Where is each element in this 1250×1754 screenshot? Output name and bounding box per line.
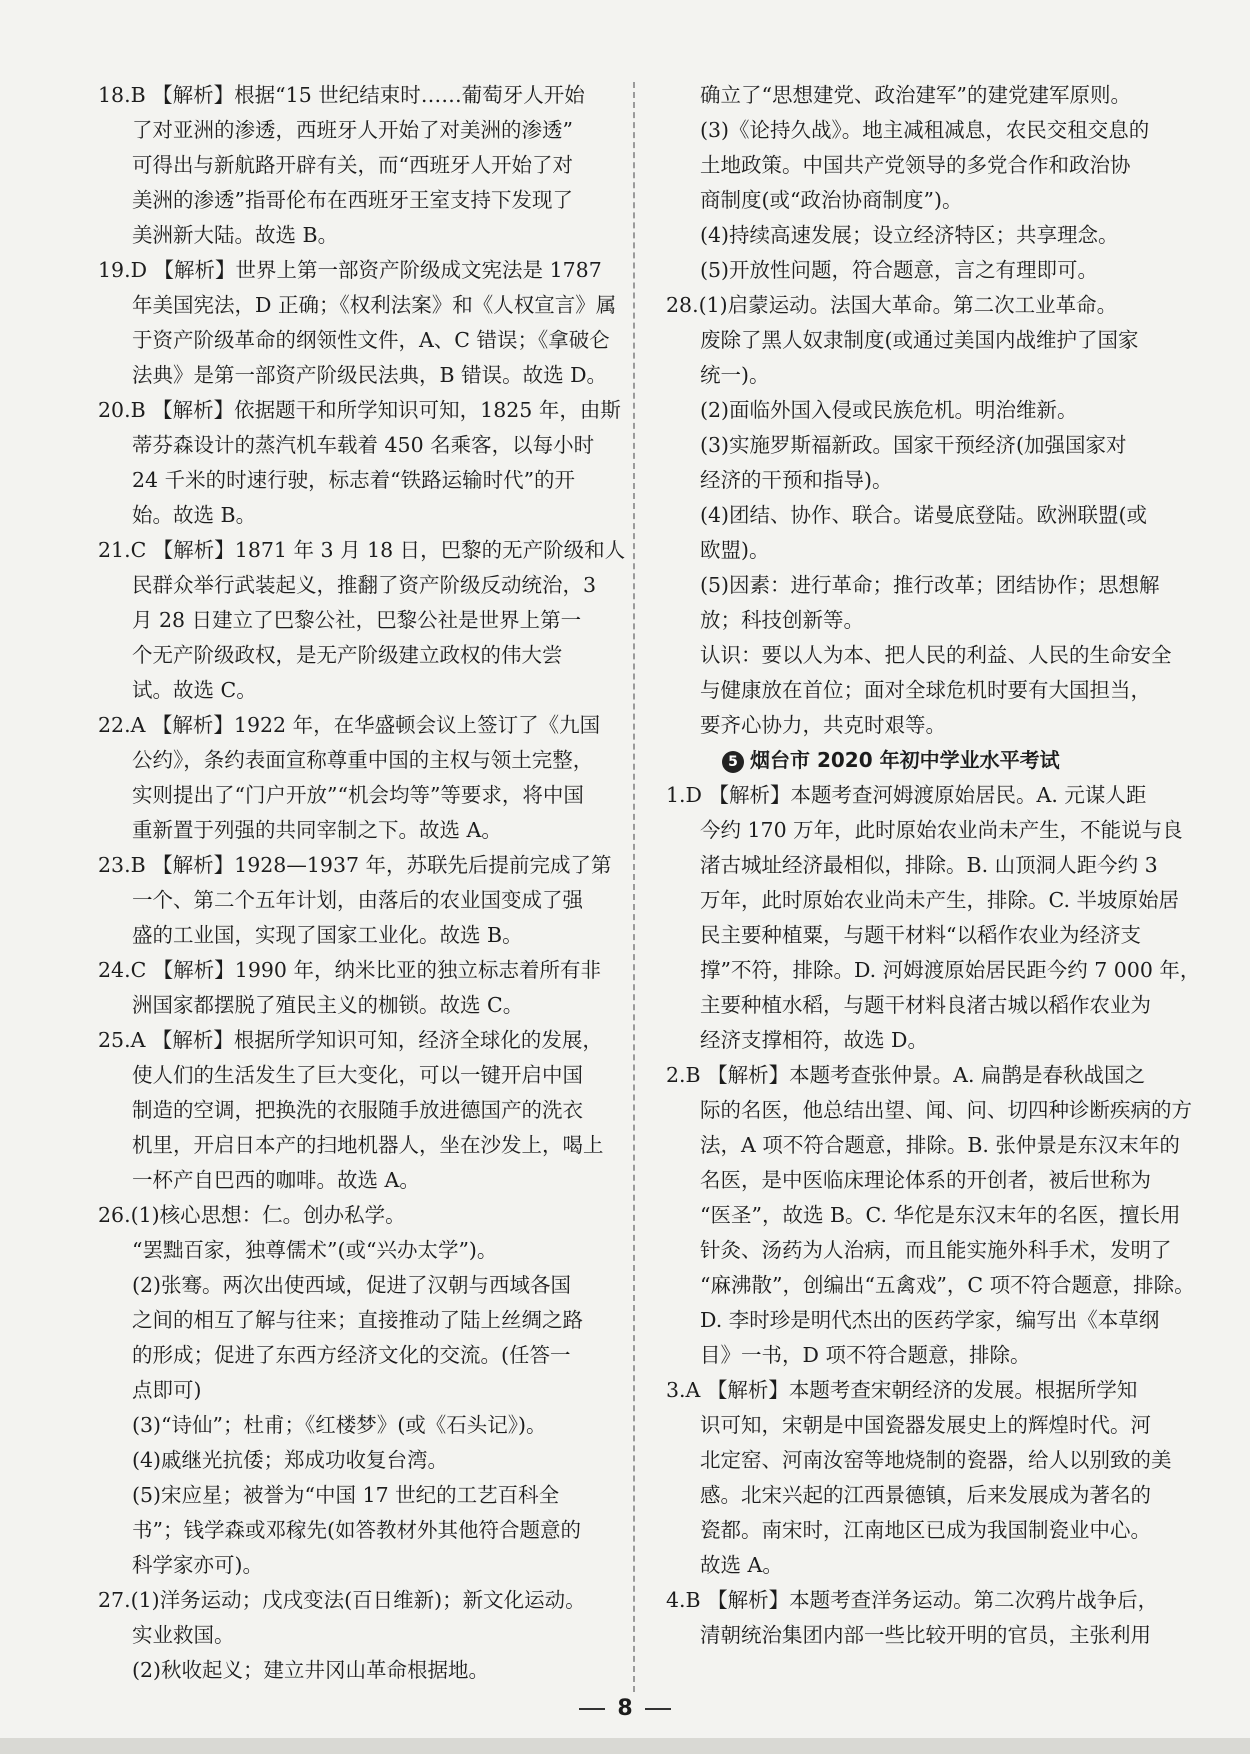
text-line: 今约 170 万年，此时原始农业尚未产生，不能说与良 [700,818,1183,842]
text-line: 针灸、汤药为人治病，而且能实施外科手术，发明了 [700,1238,1172,1262]
section-number-badge: 5 [722,751,744,773]
text-line: 使人们的生活发生了巨大变化，可以一键开启中国 [132,1063,583,1087]
text-line: 名医，是中医临床理论体系的开创者，被后世称为 [700,1168,1151,1192]
text-line: 重新置于列强的共同宰制之下。故选 A。 [132,818,502,842]
answer-item-line: 20.B 【解析】依据题干和所学知识可知，1825 年，由斯 [98,398,621,422]
text-line: 瓷都。南宋时，江南地区已成为我国制瓷业中心。 [700,1518,1151,1542]
text-line: 试。故选 C。 [132,678,257,702]
text-line: (3)《论持久战》。地主减租减息，农民交租交息的 [700,118,1150,142]
answer-item-line: 23.B 【解析】1928—1937 年，苏联先后提前完成了第 [98,853,612,877]
text-line: D. 李时珍是明代杰出的医药学家，编写出《本草纲 [700,1308,1160,1332]
text-line: 的形成；促进了东西方经济文化的交流。(任答一 [132,1343,571,1367]
text-line: 目》一书，D 项不符合题意，排除。 [700,1343,1031,1367]
text-line: “罢黜百家，独尊儒术”(或“兴办太学”)。 [132,1238,498,1262]
text-line: 主要种植水稻，与题干材料良渚古城以稻作农业为 [700,993,1151,1017]
text-line: (2)张骞。两次出使西域，促进了汉朝与西域各国 [132,1273,572,1297]
text-line: (3)实施罗斯福新政。国家干预经济(加强国家对 [700,433,1127,457]
text-line: 法典》是第一部资产阶级民法典，B 错误。故选 D。 [132,363,608,387]
page-footer [0,1696,1250,1721]
text-line: 制造的空调，把换洗的衣服随手放进德国产的洗衣 [132,1098,583,1122]
text-line: 统一)。 [700,363,770,387]
text-line: 渚古城址经济最相似，排除。B. 山顶洞人距今约 3 [700,853,1158,877]
page-edge [0,1738,1250,1754]
text-line: 始。故选 B。 [132,503,257,527]
text-line: 实则提出了“门户开放”“机会均等”等要求，将中国 [132,783,584,807]
text-line: 实业救国。 [132,1623,235,1647]
text-line: 公约》，条约表面宣称尊重中国的主权与领土完整， [132,748,594,772]
text-line: 商制度(或“政治协商制度”)。 [700,188,963,212]
answer-item-line: 4.B 【解析】本题考查洋务运动。第二次鸦片战争后， [666,1588,1159,1612]
answer-item-line: 27.(1)洋务运动；戊戌变法(百日维新)；新文化运动。 [98,1588,586,1612]
text-line: 土地政策。中国共产党领导的多党合作和政治协 [700,153,1131,177]
answer-item-line: 19.D 【解析】世界上第一部资产阶级成文宪法是 1787 [98,258,602,282]
left-column [98,78,630,1688]
text-line: 点即可) [132,1378,202,1402]
text-line: (4)戚继光抗倭；郑成功收复台湾。 [132,1448,449,1472]
text-line: (5)因素：进行革命；推行改革；团结协作；思想解 [700,573,1160,597]
text-line: 月 28 日建立了巴黎公社，巴黎公社是世界上第一 [132,608,582,632]
column-divider [633,82,635,1692]
text-line: 感。北宋兴起的江西景德镇，后来发展成为著名的 [700,1483,1151,1507]
text-line: (4)持续高速发展；设立经济特区；共享理念。 [700,223,1119,247]
text-line: 识可知，宋朝是中国瓷器发展史上的辉煌时代。河 [700,1413,1151,1437]
answer-item-line: 25.A 【解析】根据所学知识可知，经济全球化的发展， [98,1028,603,1052]
text-line: 清朝统治集团内部一些比较开明的官员，主张利用 [700,1623,1151,1647]
section-title-text: 烟台市 2020 年初中学业水平考试 [750,748,1060,772]
text-line: (5)宋应星；被誉为“中国 17 世纪的工艺百科全 [132,1483,560,1507]
text-line: 美洲的渗透”指哥伦布在西班牙王室支持下发现了 [132,188,573,212]
answer-item-line: 28.(1)启蒙运动。法国大革命。第二次工业革命。 [666,293,1118,317]
text-line: 机里，开启日本产的扫地机器人，坐在沙发上，喝上 [132,1133,604,1157]
text-line: (2)面临外国入侵或民族危机。明治维新。 [700,398,1078,422]
answer-item-line: 1.D 【解析】本题考查河姆渡原始居民。A. 元谋人距 [666,783,1147,807]
text-line: 蒂芬森设计的蒸汽机车载着 450 名乘客，以每小时 [132,433,595,457]
text-line: 撑”不符，排除。D. 河姆渡原始居民距今约 7 000 年， [700,958,1201,982]
text-line: 于资产阶级革命的纲领性文件，A、C 错误；《拿破仑 [132,328,610,352]
text-line: 民主要种植粟，与题干材料“以稻作农业为经济支 [700,923,1141,947]
text-line: “麻沸散”，创编出“五禽戏”，C 项不符合题意，排除。 [700,1273,1195,1297]
text-line: “医圣”，故选 B。C. 华佗是东汉末年的名医，擅长用 [700,1203,1181,1227]
text-line: 洲国家都摆脱了殖民主义的枷锁。故选 C。 [132,993,524,1017]
text-line: 确立了“思想建党、政治建军”的建党建军原则。 [700,83,1131,107]
text-line: (4)团结、协作、联合。诺曼底登陆。欧洲联盟(或 [700,503,1148,527]
text-line: 要齐心协力，共克时艰等。 [700,713,946,737]
text-line: 放；科技创新等。 [700,608,864,632]
text-line: 盛的工业国，实现了国家工业化。故选 B。 [132,923,523,947]
answer-item-line: 26.(1)核心思想：仁。创办私学。 [98,1203,406,1227]
text-line: 欧盟)。 [700,538,770,562]
text-line: 废除了黑人奴隶制度(或通过美国内战维护了国家 [700,328,1139,352]
text-line: 美洲新大陆。故选 B。 [132,223,339,247]
text-line: 年美国宪法，D 正确；《权利法案》和《人权宣言》属 [132,293,617,317]
text-line: 经济支撑相符，故选 D。 [700,1028,928,1052]
text-line: (2)秋收起义；建立井冈山革命根据地。 [132,1658,490,1682]
text-line: 一个、第二个五年计划，由落后的农业国变成了强 [132,888,583,912]
answer-item-line: 24.C 【解析】1990 年，纳米比亚的独立标志着所有非 [98,958,601,982]
answer-item-line: 22.A 【解析】1922 年，在华盛顿会议上签订了《九国 [98,713,601,737]
text-line: 可得出与新航路开辟有关，而“西班牙人开始了对 [132,153,573,177]
text-line: 一杯产自巴西的咖啡。故选 A。 [132,1168,420,1192]
text-line: 个无产阶级政权，是无产阶级建立政权的伟大尝 [132,643,563,667]
text-line: 了对亚洲的渗透，西班牙人开始了对美洲的渗透” [132,118,573,142]
page-number: 8 [617,1696,633,1721]
text-line: 与健康放在首位；面对全球危机时要有大国担当， [700,678,1151,702]
text-line: 北定窑、河南汝窑等地烧制的瓷器，给人以别致的美 [700,1448,1172,1472]
text-line: 认识：要以人为本、把人民的利益、人民的生命安全 [700,643,1172,667]
right-column [666,78,1250,1653]
answer-item-line: 18.B 【解析】根据“15 世纪结束时……葡萄牙人开始 [98,83,585,107]
text-line: 故选 A。 [700,1553,783,1577]
text-line: 法，A 项不符合题意，排除。B. 张仲景是东汉末年的 [700,1133,1180,1157]
text-line: 书”；钱学森或邓稼先(如答教材外其他符合题意的 [132,1518,581,1542]
text-line: 24 千米的时速行驶，标志着“铁路运输时代”的开 [132,468,576,492]
answer-item-line: 3.A 【解析】本题考查宋朝经济的发展。根据所学知 [666,1378,1138,1402]
text-line: 科学家亦可)。 [132,1553,263,1577]
text-line: 际的名医，他总结出望、闻、问、切四种诊断疾病的方 [700,1098,1192,1122]
text-line: (5)开放性问题，符合题意，言之有理即可。 [700,258,1099,282]
answer-item-line: 21.C 【解析】1871 年 3 月 18 日，巴黎的无产阶级和人 [98,538,626,562]
answer-item-line: 2.B 【解析】本题考查张仲景。A. 扁鹊是春秋战国之 [666,1063,1145,1087]
section-title [666,743,1250,778]
text-line: 经济的干预和指导)。 [700,468,893,492]
text-line: 之间的相互了解与往来；直接推动了陆上丝绸之路 [132,1308,583,1332]
text-line: 民群众举行武装起义，推翻了资产阶级反动统治，3 [132,573,597,597]
text-line: 万年，此时原始农业尚未产生，排除。C. 半坡原始居 [700,888,1179,912]
text-line: (3)“诗仙”；杜甫；《红楼梦》(或《石头记》)。 [132,1413,547,1437]
